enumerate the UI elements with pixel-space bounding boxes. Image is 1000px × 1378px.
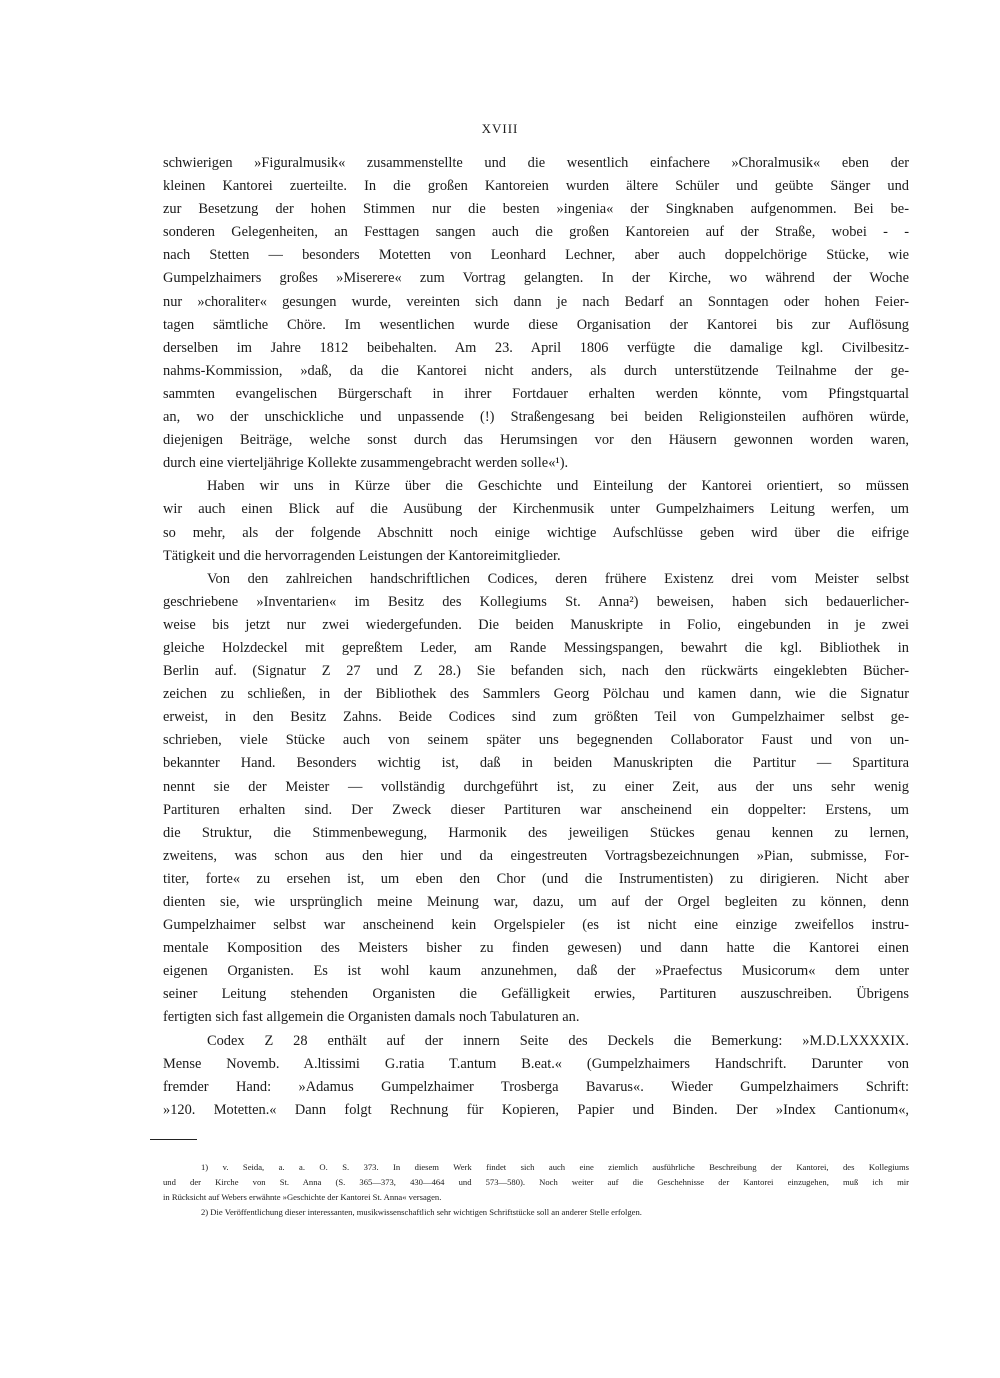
footnote-line: in Rücksicht auf Webers erwähnte »Geschichte der Kantorei St. Anna« versagen.: [163, 1192, 442, 1202]
body-line: Von den zahlreichen handschriftlichen Codices, deren frühere Existenz drei vom Meister selbst: [207, 570, 909, 587]
body-line: fremder Hand: »Adamus Gumpelzhaimer Trosberga Bavarus«. Wieder Gumpelzhaimers Schrift:: [163, 1078, 909, 1095]
body-line: bekannter Hand. Besonders wichtig ist, daß in beiden Manuskripten die Partitur — Spartitura: [163, 755, 909, 772]
body-line: sammten evangelischen Bürgerschaft in ihrer Fortdauer erhalten werden könnte, vom Pfingstquartal: [163, 385, 909, 402]
body-line: Haben wir uns in Kürze über die Geschichte und Einteilung der Kantorei orientiert, so müssen: [207, 478, 909, 495]
body-line: geschriebene »Inventarien« im Besitz des Kollegiums St. Anna²) beweisen, haben sich bedauerlicher-: [163, 593, 909, 610]
body-line: erweist, in den Besitz Zahns. Beide Codices sind zum größten Teil von Gumpelzhaimer selbst ge-: [163, 709, 909, 726]
body-line: nahms-Kommission, »daß, da die Kantorei nicht anders, als durch unterstützende Teilnahme der ge-: [163, 362, 909, 379]
footnotes: [163, 1160, 909, 1220]
body-line: »120. Motetten.« Dann folgt Rechnung für Kopieren, Papier und Binden. Der »Index Cantionum«,: [163, 1101, 909, 1118]
body-line: Tätigkeit und die hervorragenden Leistungen der Kantoreimitglieder.: [163, 547, 561, 564]
body-line: nach Stetten — besonders Motetten von Leonhard Lechner, aber auch doppelchörige Stücke, wie: [163, 247, 909, 264]
body-line: die Struktur, die Stimmenbewegung, Harmonik des jeweiligen Stückes genau kennen zu lernen,: [163, 824, 909, 841]
body-line: zur Besetzung der hohen Stimmen nur die besten »ingenia« der Singknaben aufgenommen. Bei be-: [163, 201, 909, 218]
body-line: fertigten sich fast allgemein die Organisten damals noch Tabulaturen an.: [163, 1009, 580, 1026]
body-line: schwierigen »Figuralmusik« zusammenstellte und die wesentlich einfachere »Choralmusik« eben der: [163, 155, 909, 171]
body-line: an, wo der unschickliche und unpassende (!) Straßengesang bei beiden Religionsteilen aufhören würde,: [163, 409, 909, 426]
footnote-line: 1) v. Seida, a. a. O. S. 373. In diesem Werk findet sich auch eine ziemlich ausführliche Beschreibung der Kantorei, des Kollegiums: [201, 1162, 909, 1172]
body-line: diejenigen Beiträge, welche sonst durch das Herumsingen vor den Häusern gewonnen worden waren,: [163, 432, 909, 449]
body-line: zeichen zu schließen, in der Bibliothek des Sammlers Georg Pölchau und kamen dann, wie die Signatur: [163, 686, 909, 703]
footnote-line: und der Kirche von St. Anna (S. 365—373, 430—464 und 573—580). Noch weiter auf die Geschehnisse der Kantorei einzugehen, muß ich mir: [163, 1177, 909, 1187]
body-line: mentale Komposition des Meisters bisher zu finden gewesen) und dann hatte die Kantorei einen: [163, 940, 909, 957]
body-text: [163, 152, 909, 1122]
body-line: Berlin auf. (Signatur Z 27 und Z 28.) Sie befanden sich, nach den rückwärts eingeklebten Bücher-: [163, 663, 909, 680]
body-line: seiner Leitung stehenden Organisten die Gefälligkeit erwies, Partituren auszuschreiben. Übrigens: [163, 986, 909, 1003]
footnote-divider: [150, 1139, 197, 1140]
body-line: nennt sie der Meister — vollständig durchgeführt ist, zu einer Zeit, aus der uns sehr wenig: [163, 778, 909, 795]
body-line: Gumpelzhaimers großes »Miserere« zum Vortrag gelangten. In der Kirche, wo während der Woche: [163, 270, 909, 287]
body-line: schrieben, viele Stücke auch von seinem später uns begegnenden Collaborator Faust und von un-: [163, 732, 909, 749]
page-number: XVIII: [481, 121, 519, 136]
footnote-line: 2) Die Veröffentlichung dieser interessanten, musikwissenschaftlich sehr wichtigen Schriftstücke soll an anderer Stelle erfolgen.: [201, 1207, 642, 1217]
body-line: eigenen Organisten. Es ist wohl kaum anzunehmen, daß der »Praefectus Musicorum« dem unter: [163, 963, 909, 980]
body-line: sonderen Gelegenheiten, an Festtagen sangen auch die großen Kantoreien auf der Straße, wobei - -: [163, 224, 909, 241]
body-line: kleinen Kantorei zuerteilte. In die großen Kantoreien wurden ältere Schüler und geübte Sänger und: [163, 178, 909, 195]
body-line: so mehr, als der folgende Abschnitt noch einige wichtige Aufschlüsse geben wird über die eifrige: [163, 524, 909, 541]
body-line: durch eine vierteljährige Kollekte zusammengebracht werden solle«¹).: [163, 455, 569, 472]
body-line: titer, forte« zu ersehen ist, um eben den Chor (und die Instrumentisten) zu dirigieren. Nicht aber: [163, 870, 909, 887]
body-line: Partituren erhalten sind. Der Zweck dieser Partituren war anscheinend ein doppelter: Erstens, um: [163, 801, 909, 818]
body-line: dienten sie, wie ursprünglich meine Meinung war, dazu, um auf der Orgel begleiten zu können, denn: [163, 894, 909, 910]
body-line: Codex Z 28 enthält auf der innern Seite des Deckels die Bemerkung: »M.D.LXXXXIX.: [207, 1032, 909, 1049]
body-line: zweitens, was schon aus den hier und da eingestreuten Vortragsbezeichnungen »Pian, submisse, For-: [163, 847, 909, 864]
body-line: wir auch einen Blick auf die Ausübung der Kirchenmusik unter Gumpelzhaimers Leitung werfen, um: [163, 501, 909, 518]
body-line: tagen sämtliche Chöre. Im wesentlichen wurde diese Organisation der Kantorei bis zur Auflösung: [163, 316, 909, 333]
body-line: nur »choraliter« gesungen wurde, vereinten sich dann je nach Bedarf an Sonntagen oder hohen Feier-: [163, 293, 909, 310]
body-line: gleiche Holzdeckel mit gepreßtem Leder, am Rande Messingspangen, bewahrt die kgl. Bibliothek in: [163, 639, 909, 656]
body-line: Mense Novemb. A.ltissimi G.ratia T.antum B.eat.« (Gumpelzhaimers Handschrift. Darunter von: [163, 1055, 909, 1072]
body-line: Gumpelzhaimer selbst war anscheinend kein Orgelspieler (es ist nicht eine einzige zweifellos instru-: [163, 917, 909, 934]
body-line: weise bis jetzt nur zwei wiedergefunden. Die beiden Manuskripte in Folio, eingebunden in je zwei: [163, 616, 909, 633]
body-line: derselben im Jahre 1812 beibehalten. Am 23. April 1806 verfügte die damalige kgl. Civilbesitz-: [163, 339, 909, 356]
